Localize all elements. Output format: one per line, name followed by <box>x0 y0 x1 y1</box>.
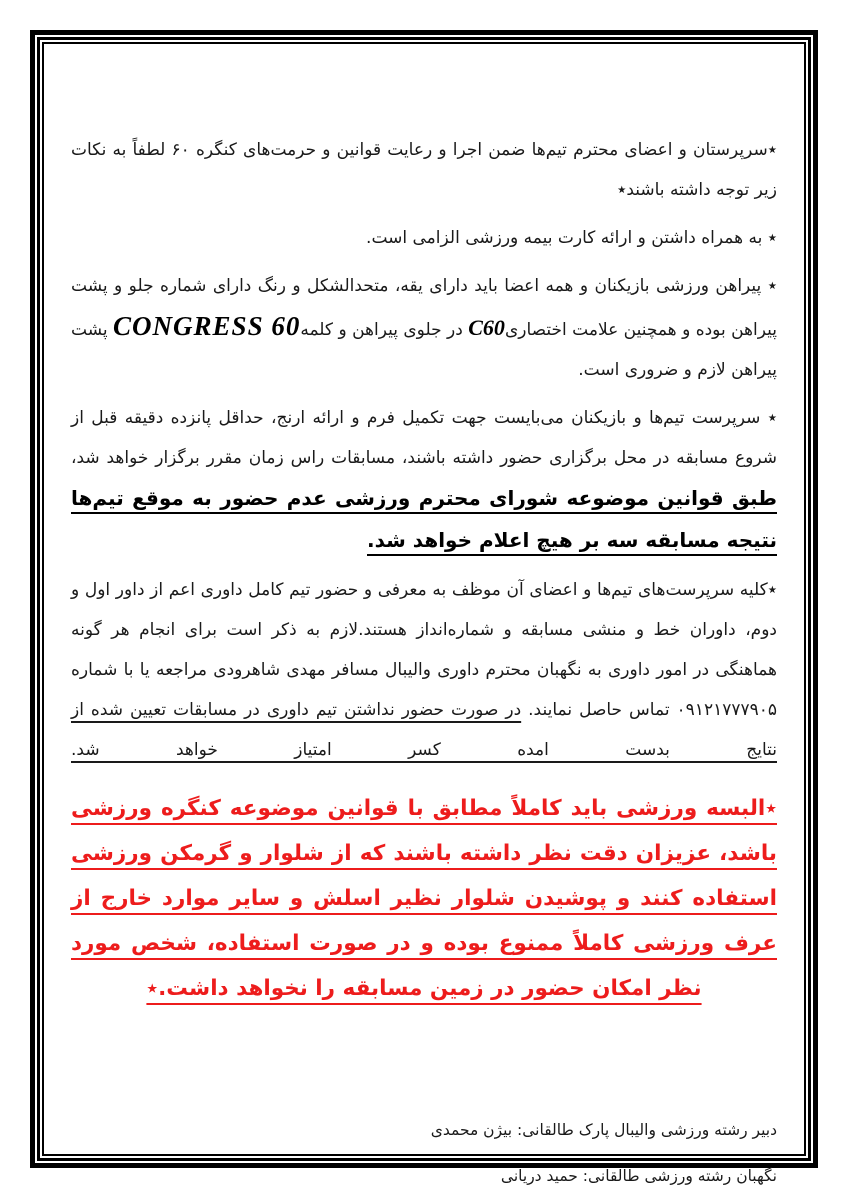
page-border-frame-inner <box>42 42 806 1185</box>
match-timing-lead: ٭ سرپرست تیم‌ها و بازیکنان می‌بایست جهت تکمیل فرم و ارائه ارنج، حداقل پانزده دقیقه قبل از شروع مسابقه در محل برگزاری حضور داشته باشند، مسابقات راس زمان مقرر برگزار خواهد شد، <box>71 408 777 468</box>
referee-duties-mid: تماس حاصل نمایند. <box>521 700 677 720</box>
referee-duties-lead: ٭کلیه سرپرست‌های تیم‌ها و اعضای آن موظف به معرفی و حضور تیم کامل داوری اعم از داور اول و دوم، داوران خط و منشی مسابقه و شماره‌انداز هستند.لازم به ذکر است برای انجام هر گونه هماهنگی در امور داوری به نگهبان محترم داوری والیبال مسافر مهدی شاهرودی مراجعه یا با شماره <box>71 580 777 680</box>
forfeit-rule-bold-text: طبق قوانین موضوعه شورای محترم ورزشی عدم حضور به موقع تیم‌ها نتیجه مسابقه سه بر هیچ اعلام خواهد شد. <box>71 486 777 552</box>
c60-abbreviation: C60 <box>468 315 505 340</box>
uniform-rules-mid: در جلوی پیراهن و کلمه <box>300 320 469 340</box>
paragraph-dress-code-warning <box>71 786 777 1011</box>
intro-notice-text: ٭سرپرستان و اعضای محترم تیم‌ها ضمن اجرا و رعایت قوانین و حرمت‌های کنگره ۶۰ لطفاً به نکات زیر توجه داشته باشند٭ <box>71 140 777 200</box>
page-border-frame-outer <box>30 30 818 1185</box>
dress-code-warning-text: ٭البسه ورزشی باید کاملاً مطابق با قوانین موضوعه کنگره ورزشی باشد، عزیزان دقت نظر داشته باشند که از شلوار و گرمکن ورزشی استفاده کنند و پوشیدن شلوار نظیر اسلش و سایر موارد خارج از عرف ورزشی کاملاً ممنوع بوده و در صورت استفاده، شخص مورد نظر امکان حضور در زمین مسابقه را نخواهد داشت.٭ <box>71 796 777 1001</box>
uniform-rules-tail: پشت پیراهن لازم و ضروری است. <box>71 320 777 380</box>
signature-guardian: نگهبان رشته ورزشی طالقانی: حمید دریانی <box>500 1167 777 1185</box>
document-content <box>44 44 804 1185</box>
congress60-wordmark: CONGRESS 60 <box>113 311 301 341</box>
points-deduction-underlined-text: در صورت حضور نداشتن تیم داوری در مسابقات تعیین شده از نتایج بدست امده کسر امتیاز خواهد شد. <box>71 700 777 760</box>
paragraph-insurance-card <box>71 218 777 258</box>
signature-secretary: دبیر رشته ورزشی والیبال پارک طالقانی: بیژن محمدی <box>430 1121 777 1139</box>
signature-block <box>71 1107 777 1199</box>
referee-contact-phone: ۰۹۱۲۱۷۷۷۹۰۵ <box>676 700 777 720</box>
paragraph-match-timing <box>71 398 777 562</box>
paragraph-intro-notice <box>71 130 777 210</box>
uniform-rules-lead: ٭ پیراهن ورزشی بازیکنان و همه اعضا باید دارای یقه، متحدالشکل و رنگ دارای شماره جلو و پشت پیراهن بوده و همچنین علامت اختصاری <box>71 276 777 340</box>
paragraph-uniform-rules <box>71 266 777 390</box>
paragraph-referee-duties <box>71 570 777 770</box>
insurance-card-text: ٭ به همراه داشتن و ارائه کارت بیمه ورزشی الزامی است. <box>366 228 777 248</box>
page-border-frame-middle <box>37 37 811 1185</box>
